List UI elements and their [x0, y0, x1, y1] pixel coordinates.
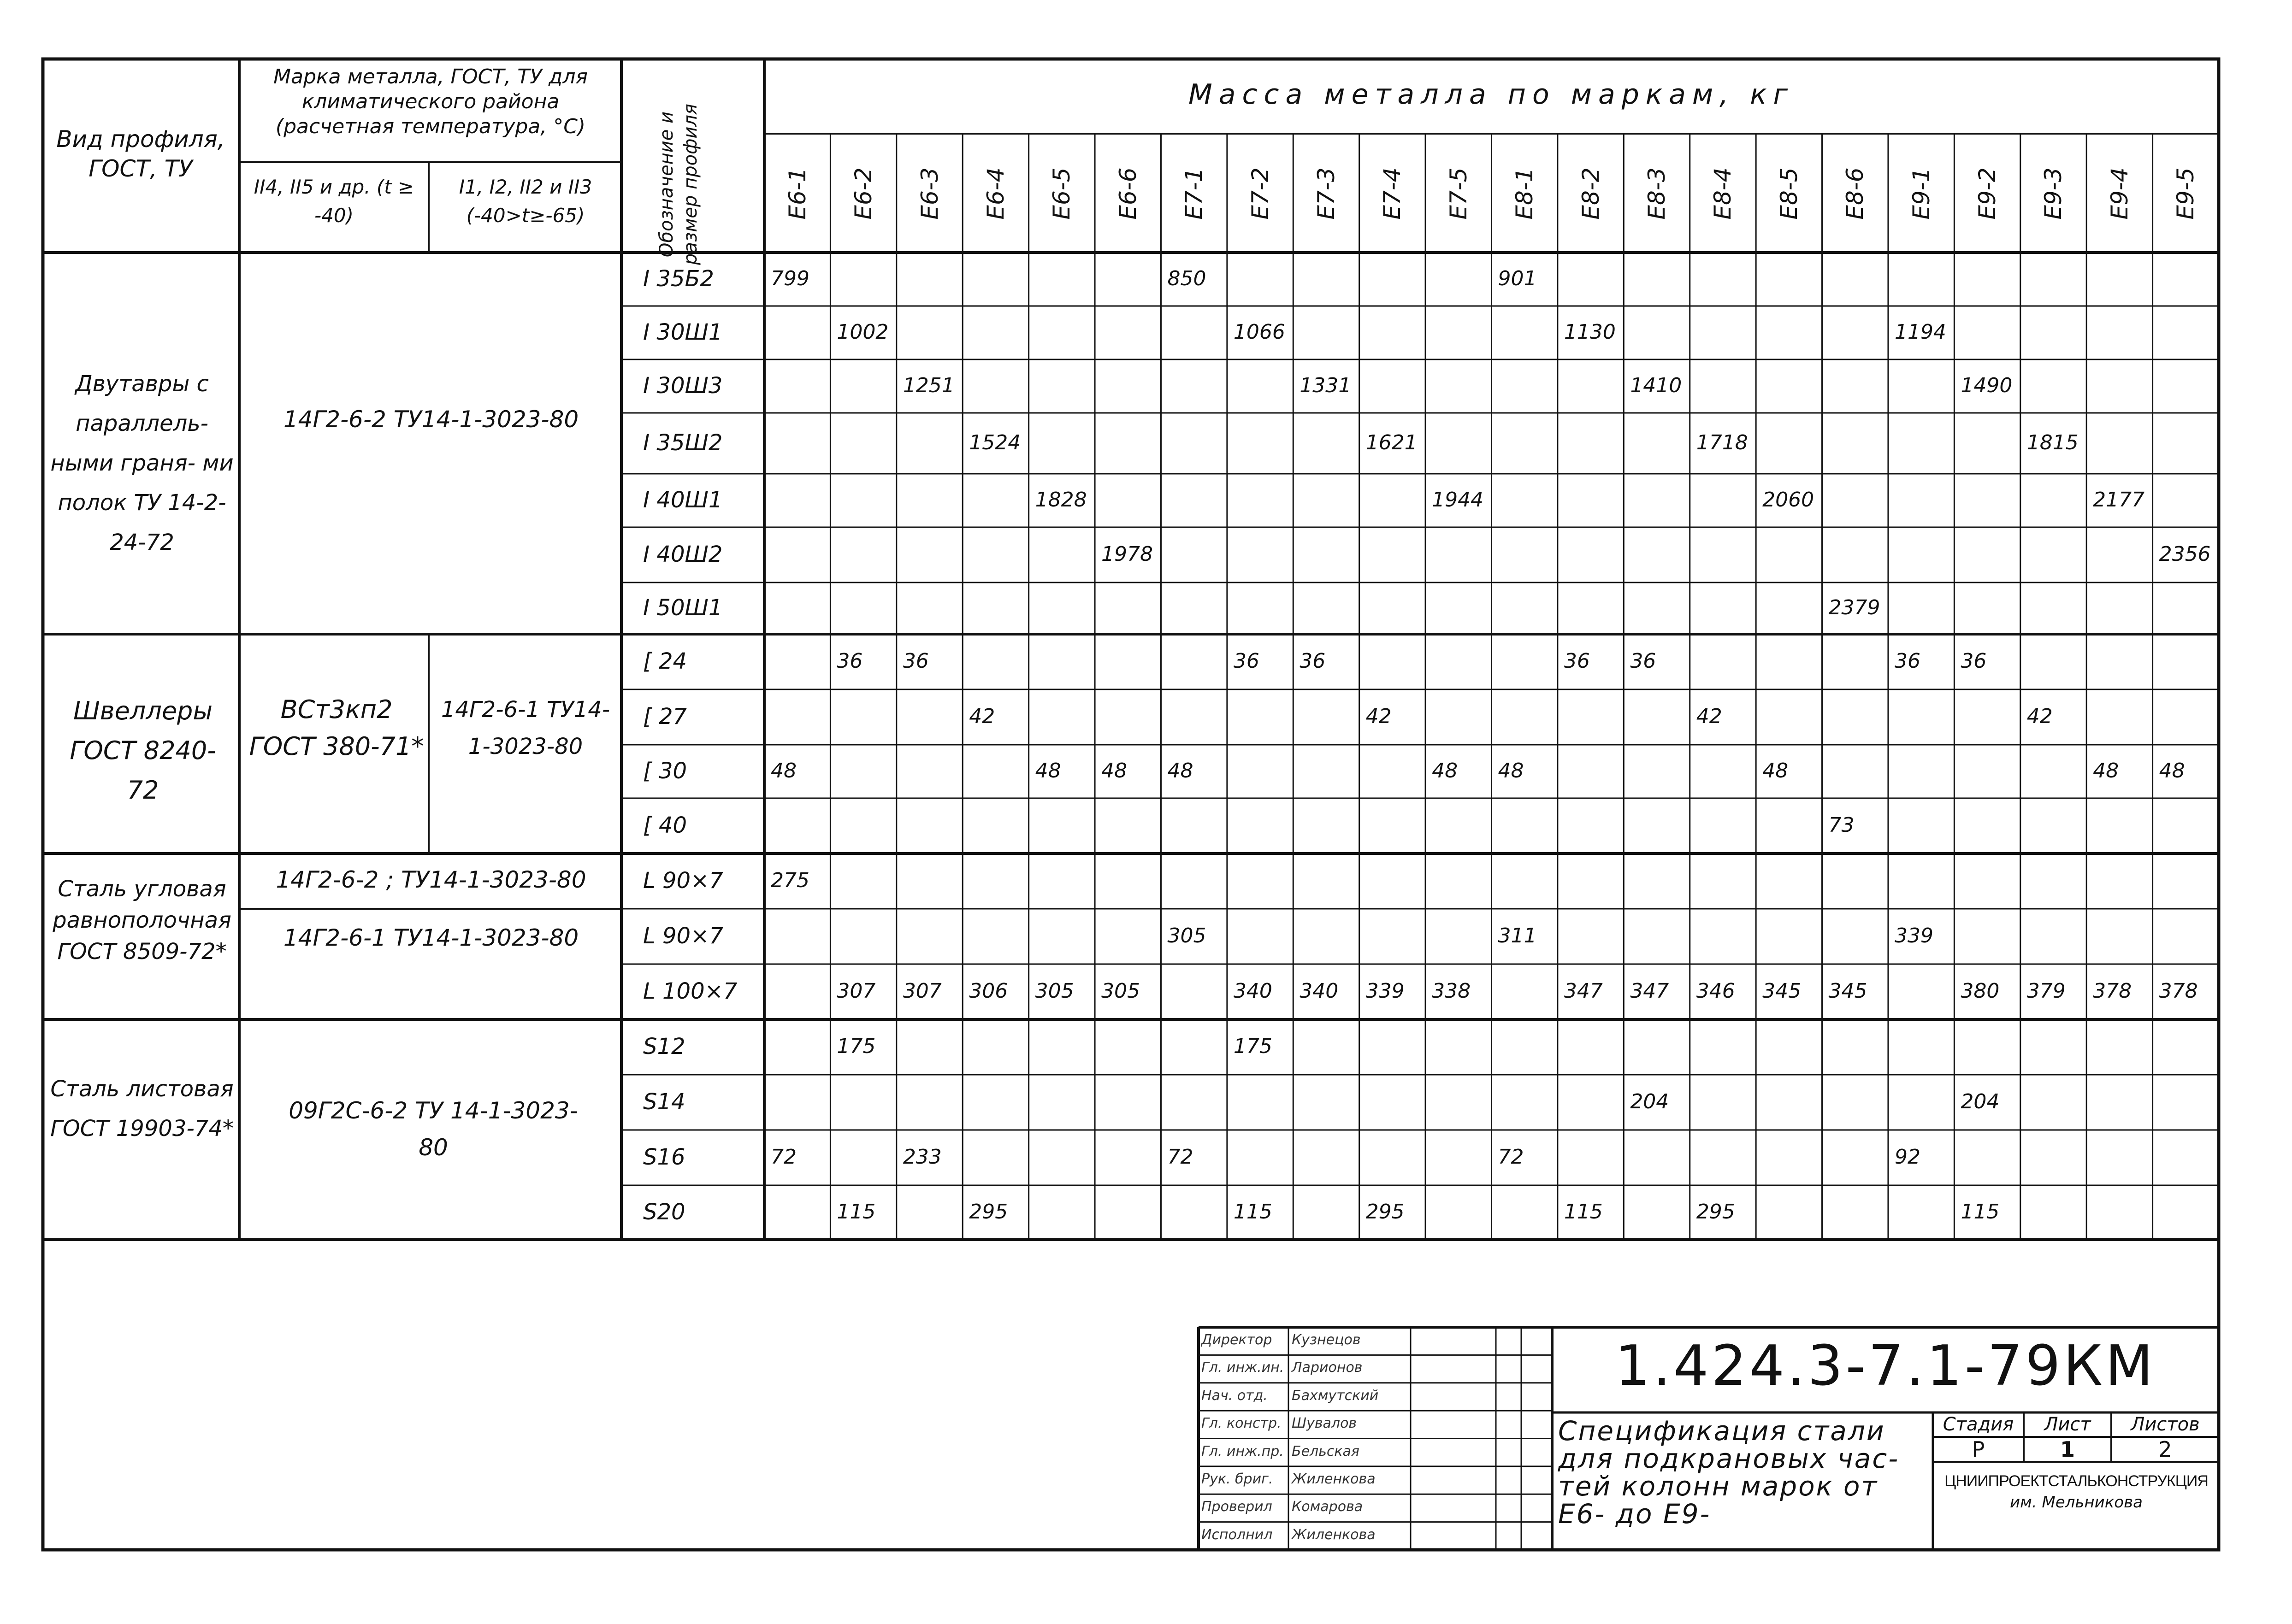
column-header: Е7-3 — [1312, 167, 1340, 220]
column-header: Е9-4 — [2106, 167, 2133, 220]
mass-cell: 347 — [1630, 979, 1669, 1003]
profile-label: I 40Ш1 — [643, 487, 723, 513]
mass-cell: 2356 — [2159, 542, 2211, 566]
mass-cell: 73 — [1828, 813, 1855, 837]
mass-cell: 48 — [1101, 759, 1128, 783]
group-grade-angles-a: 14Г2-6-2 ; ТУ14-1-3023-80 — [276, 866, 586, 893]
profile-label: S20 — [643, 1199, 685, 1225]
signer-role: Рук. бриг. — [1201, 1471, 1273, 1487]
column-header: Е6-5 — [1048, 167, 1075, 220]
profile-label: S16 — [643, 1144, 685, 1170]
mass-cell: 305 — [1035, 979, 1074, 1003]
mass-cell: 1002 — [837, 320, 889, 344]
header-region-b: I1, I2, II2 и II3 (-40>t≥-65) — [459, 176, 592, 227]
group-grade-channels-b: 14Г2-6-1 ТУ14-1-3023-80 — [441, 697, 610, 759]
column-header: Е6-3 — [916, 167, 943, 220]
group-label-ibeams: Двутавры с параллель- ными граня- ми полок ТУ 14-2-24-72 — [50, 371, 234, 555]
mass-cell: 1490 — [1961, 374, 2013, 397]
signer-name: Шувалов — [1292, 1415, 1357, 1432]
mass-cell: 1944 — [1432, 488, 1484, 512]
mass-cell: 850 — [1167, 267, 1206, 290]
mass-cell: 72 — [1167, 1145, 1193, 1169]
mass-cell: 36 — [1630, 649, 1656, 673]
mass-cell: 339 — [1894, 924, 1933, 947]
profile-label: [ 27 — [643, 704, 687, 730]
mass-cell: 115 — [1961, 1200, 2000, 1224]
drawing-title: Спецификация стали для подкрановых час- тей колонн марок от Е6- до Е9- — [1558, 1415, 1900, 1530]
header-steel-grade: Марка металла, ГОСТ, ТУ для климатического района (расчетная температура, °C) — [273, 65, 588, 138]
signer-name: Кузнецов — [1292, 1332, 1361, 1348]
profile-label: L 100×7 — [643, 978, 738, 1004]
mass-cell: 1621 — [1365, 431, 1418, 454]
profile-label: S12 — [643, 1034, 685, 1059]
mass-cell: 48 — [1498, 759, 1524, 783]
profile-label: I 40Ш2 — [643, 541, 723, 567]
column-header: Е8-5 — [1775, 167, 1802, 220]
signer-role: Нач. отд. — [1201, 1387, 1268, 1404]
mass-cell: 42 — [1365, 705, 1392, 728]
column-header: Е9-5 — [2172, 167, 2199, 220]
signer-name: Бахмутский — [1292, 1387, 1379, 1404]
mass-cell: 378 — [2093, 979, 2132, 1003]
mass-cell: 48 — [1035, 759, 1061, 783]
mass-cell: 48 — [771, 759, 797, 783]
column-header: Е7-1 — [1181, 167, 1208, 220]
group-grade-plates: 09Г2С-6-2 ТУ 14-1-3023-80 — [289, 1097, 578, 1161]
mass-cell: 36 — [1564, 649, 1590, 673]
group-label-plates: Сталь листовая ГОСТ 19903-74* — [50, 1076, 234, 1142]
group-grade-angles-b: 14Г2-6-1 ТУ14-1-3023-80 — [283, 924, 579, 951]
stage-value: Р — [1972, 1437, 1985, 1462]
mass-cell: 307 — [903, 979, 942, 1003]
mass-cell: 175 — [837, 1035, 876, 1058]
column-header: Е8-6 — [1842, 167, 1869, 220]
signer-name: Жиленкова — [1292, 1526, 1376, 1543]
profile-label: [ 30 — [643, 758, 687, 784]
mass-cell: 115 — [1564, 1200, 1603, 1224]
mass-cell: 36 — [1961, 649, 1987, 673]
sheets-value: 2 — [2158, 1437, 2172, 1462]
signer-role: Проверил — [1201, 1499, 1272, 1515]
mass-cell: 379 — [2026, 979, 2066, 1003]
mass-cell: 1130 — [1564, 320, 1616, 344]
mass-cell: 1828 — [1035, 488, 1087, 512]
mass-cell: 305 — [1167, 924, 1206, 947]
mass-cell: 1194 — [1894, 320, 1946, 344]
mass-cell: 799 — [771, 267, 809, 290]
profile-label: [ 24 — [643, 648, 687, 674]
column-header: Е7-2 — [1246, 167, 1274, 220]
column-header: Е6-2 — [850, 167, 877, 220]
mass-cell: 48 — [1432, 759, 1458, 783]
mass-cell: 338 — [1432, 979, 1471, 1003]
mass-cell: 48 — [1762, 759, 1789, 783]
mass-cell: 1718 — [1696, 431, 1748, 454]
profile-label: [ 40 — [643, 812, 687, 838]
column-header: Е6-1 — [784, 167, 811, 220]
mass-cell: 1410 — [1630, 374, 1682, 397]
mass-cell: 380 — [1961, 979, 2000, 1003]
group-label-angles: Сталь угловая равнополочная ГОСТ 8509-72* — [53, 876, 231, 965]
column-header: Е9-3 — [2040, 167, 2067, 220]
signer-role: Исполнил — [1201, 1526, 1273, 1543]
mass-cell: 340 — [1300, 979, 1339, 1003]
mass-cell: 48 — [2093, 759, 2119, 783]
mass-cell: 311 — [1498, 924, 1537, 947]
mass-cell: 346 — [1696, 979, 1735, 1003]
column-header: Е7-5 — [1445, 167, 1472, 220]
mass-cell: 305 — [1101, 979, 1140, 1003]
header-designation: Обозначение и размер профиля — [656, 104, 701, 265]
profile-label: I 35Ш2 — [643, 430, 723, 456]
signer-name: Жиленкова — [1292, 1471, 1376, 1487]
sheet-label: Лист — [2044, 1414, 2091, 1435]
header-region-a: II4, II5 и др. (t ≥ -40) — [254, 176, 414, 227]
mass-cell: 36 — [1233, 649, 1259, 673]
signer-name: Комарова — [1292, 1499, 1363, 1515]
mass-cell: 340 — [1233, 979, 1272, 1003]
sheet-value: 1 — [2060, 1437, 2075, 1462]
mass-cell: 72 — [771, 1145, 797, 1169]
header-mass-title: Масса металла по маркам, кг — [1188, 78, 1795, 111]
mass-cell: 115 — [837, 1200, 876, 1224]
mass-cell: 115 — [1233, 1200, 1272, 1224]
mass-cell: 345 — [1762, 979, 1802, 1003]
mass-cell: 1251 — [903, 374, 955, 397]
mass-cell: 48 — [1167, 759, 1193, 783]
column-header: Е8-3 — [1643, 167, 1671, 220]
mass-cell: 42 — [969, 705, 995, 728]
mass-cell: 901 — [1498, 267, 1537, 290]
sheets-label: Листов — [2131, 1414, 2200, 1435]
signer-role: Гл. констр. — [1201, 1415, 1282, 1432]
mass-cell: 42 — [2026, 705, 2053, 728]
mass-cell: 295 — [1365, 1200, 1405, 1224]
profile-label: I 50Ш1 — [643, 595, 723, 621]
mass-cell: 345 — [1828, 979, 1867, 1003]
mass-cell: 1815 — [2026, 431, 2079, 454]
mass-cell: 275 — [771, 869, 809, 892]
profile-label: I 30Ш1 — [643, 319, 723, 345]
mass-cell: 175 — [1233, 1035, 1272, 1058]
mass-cell: 2177 — [2093, 488, 2145, 512]
organization-sub: им. Мельникова — [2010, 1493, 2143, 1512]
signer-name: Бельская — [1292, 1443, 1359, 1459]
profile-label: L 90×7 — [643, 868, 723, 894]
signer-role: Гл. инж.пр. — [1201, 1443, 1284, 1459]
mass-cell: 204 — [1630, 1090, 1669, 1113]
mass-cell: 36 — [903, 649, 929, 673]
signer-role: Гл. инж.ин. — [1201, 1359, 1284, 1376]
mass-cell: 1524 — [969, 431, 1021, 454]
mass-cell: 295 — [969, 1200, 1008, 1224]
mass-cell: 36 — [837, 649, 863, 673]
mass-cell: 1978 — [1101, 542, 1153, 566]
mass-cell: 295 — [1696, 1200, 1735, 1224]
organization: ЦНИИПРОЕКТСТАЛЬКОНСТРУКЦИЯ — [1944, 1472, 2208, 1490]
mass-cell: 347 — [1564, 979, 1603, 1003]
mass-cell: 1331 — [1300, 374, 1352, 397]
mass-cell: 2060 — [1762, 488, 1814, 512]
mass-cell: 378 — [2159, 979, 2198, 1003]
column-header: Е9-2 — [1974, 167, 2001, 220]
column-header: Е8-2 — [1577, 167, 1604, 220]
mass-cell: 204 — [1961, 1090, 2000, 1113]
signer-role: Директор — [1201, 1332, 1272, 1348]
drawing-code: 1.424.3-7.1-79КМ — [1615, 1334, 2156, 1398]
group-label-channels: Швеллеры ГОСТ 8240-72 — [70, 696, 216, 805]
stage-label: Стадия — [1943, 1414, 2014, 1435]
mass-cell: 1066 — [1233, 320, 1285, 344]
mass-cell: 307 — [837, 979, 876, 1003]
column-header: Е8-1 — [1511, 167, 1538, 220]
group-grade-channels-a: ВСт3кп2 ГОСТ 380-71* — [249, 695, 424, 761]
group-grade-ibeams: 14Г2-6-2 ТУ14-1-3023-80 — [283, 406, 579, 433]
mass-cell: 92 — [1894, 1145, 1920, 1169]
column-header: Е6-4 — [982, 167, 1009, 220]
column-header: Е6-6 — [1114, 167, 1141, 220]
header-profile-type: Вид профиля, ГОСТ, ТУ — [56, 126, 225, 182]
column-header: Е8-4 — [1709, 167, 1737, 220]
profile-label: I 30Ш3 — [643, 373, 723, 399]
column-header: Е9-1 — [1908, 167, 1935, 220]
mass-cell: 72 — [1498, 1145, 1524, 1169]
profile-label: L 90×7 — [643, 923, 723, 949]
profile-label: S14 — [643, 1089, 685, 1115]
signer-name: Ларионов — [1292, 1359, 1363, 1376]
mass-cell: 339 — [1365, 979, 1405, 1003]
profile-label: I 35Б2 — [643, 266, 714, 292]
mass-cell: 36 — [1300, 649, 1326, 673]
mass-cell: 233 — [903, 1145, 942, 1169]
column-header: Е7-4 — [1379, 167, 1406, 220]
mass-cell: 2379 — [1828, 596, 1880, 619]
mass-cell: 42 — [1696, 705, 1722, 728]
mass-cell: 36 — [1894, 649, 1920, 673]
mass-cell: 48 — [2159, 759, 2185, 783]
mass-cell: 306 — [969, 979, 1008, 1003]
